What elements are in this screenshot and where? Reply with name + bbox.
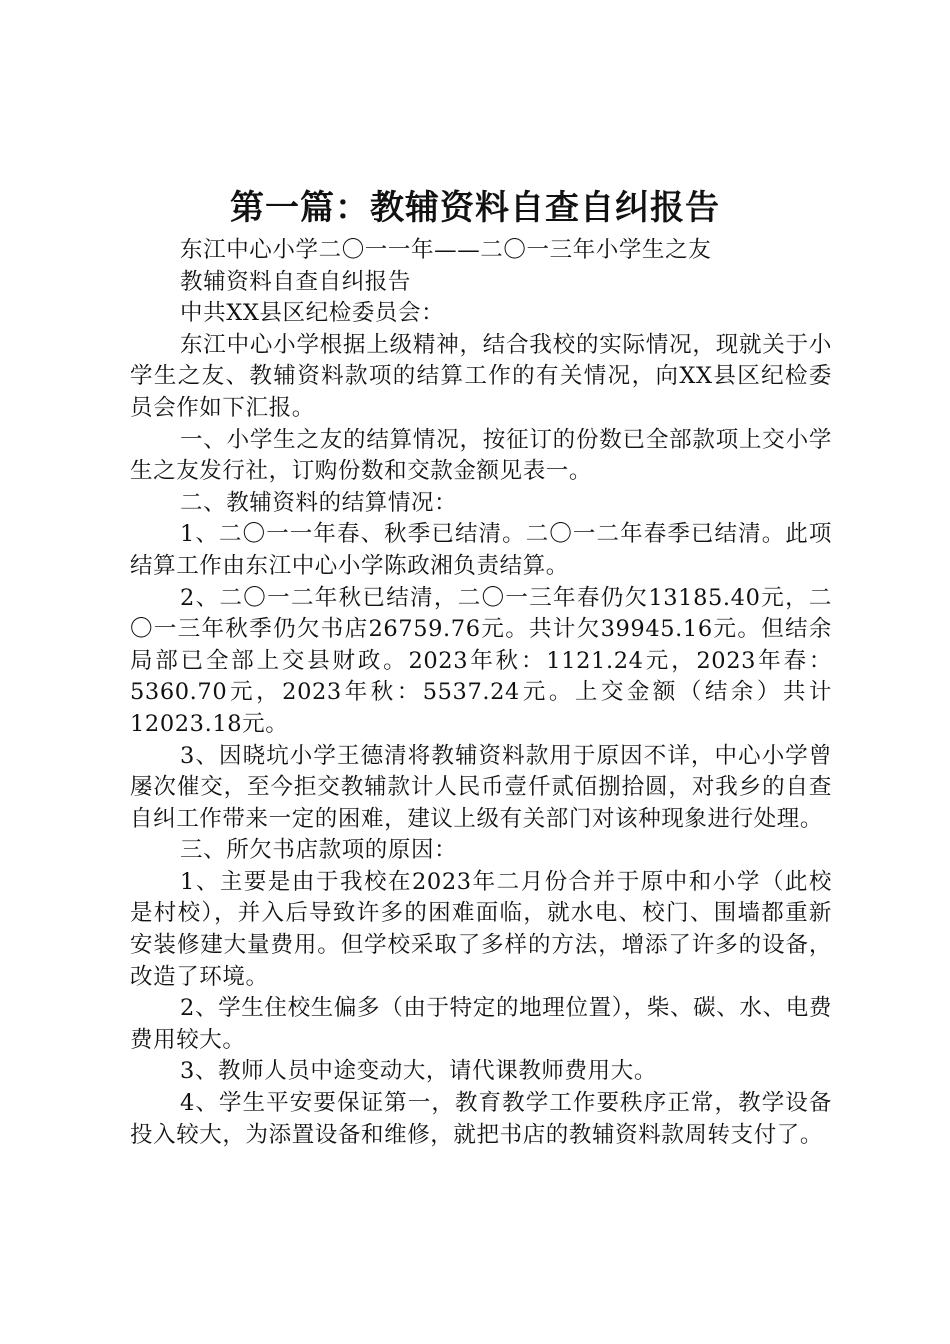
paragraph-section-3-item-1: 1、主要是由于我校在2023年二月份合并于原中和小学（此校是村校），并入后导致许多的困难面临，就水电、校门、围墙都重新安装修建大量费用。但学校采取了多样的方法，增添了许多的设备，改造了环境。 (130, 868, 832, 990)
paragraph-intro: 东江中心小学根据上级精神，结合我校的实际情况，现就关于小学生之友、教辅资料款项的结算工作的有关情况，向XX县区纪检委员会作如下汇报。 (130, 331, 832, 421)
paragraph-section-1: 一、小学生之友的结算情况，按征订的份数已全部款项上交小学生之友发行社，订购份数和交款金额见表一。 (130, 426, 832, 485)
paragraph-section-2-item-3: 3、因晓坑小学王德清将教辅资料款用于原因不详，中心小学曾屡次催交，至今拒交教辅款计人民币壹仟贰佰捌拾圆，对我乡的自查自纠工作带来一定的困难，建议上级有关部门对该种现象进行处理。 (130, 742, 832, 832)
paragraph-subtitle-line2: 教辅资料自查自纠报告 (180, 268, 412, 295)
paragraph-section-2-item-2: 2、二〇一二年秋已结清，二〇一三年春仍欠13185.40元，二〇一三年秋季仍欠书店26759.76元。共计欠39945.16元。但结余局部已全部上交县财政。2023年秋：1121.24元，2023年春：5360.70元，2023年秋：5537.24元。上交金额（结余）共计12023.18元。 (130, 584, 832, 737)
paragraph-salutation: 中共XX县区纪检委员会： (180, 300, 445, 327)
paragraph-section-3-heading: 三、所欠书店款项的原因： (180, 837, 458, 864)
paragraph-section-3-item-2: 2、学生住校生偏多（由于特定的地理位置），柴、碳、水、电费费用较大。 (130, 995, 832, 1053)
paragraph-subtitle-line1: 东江中心小学二〇一一年——二〇一三年小学生之友 (180, 237, 712, 263)
paragraph-section-2-heading: 二、教辅资料的结算情况： (180, 489, 458, 516)
paragraph-section-3-item-4: 4、学生平安要保证第一，教育教学工作要秩序正常，教学设备投入较大，为添置设备和维修，就把书店的教辅资料款周转支付了。 (130, 1090, 832, 1148)
paragraph-section-2-item-1: 1、二〇一一年春、秋季已结清。二〇一二年春季已结清。此项结算工作由东江中心小学陈政湘负责结算。 (130, 521, 832, 579)
paragraph-section-3-item-3: 3、教师人员中途变动大，请代课教师费用大。 (180, 1058, 657, 1085)
document-title: 第一篇：教辅资料自查自纠报告 (230, 188, 720, 228)
document-body (130, 235, 832, 1151)
